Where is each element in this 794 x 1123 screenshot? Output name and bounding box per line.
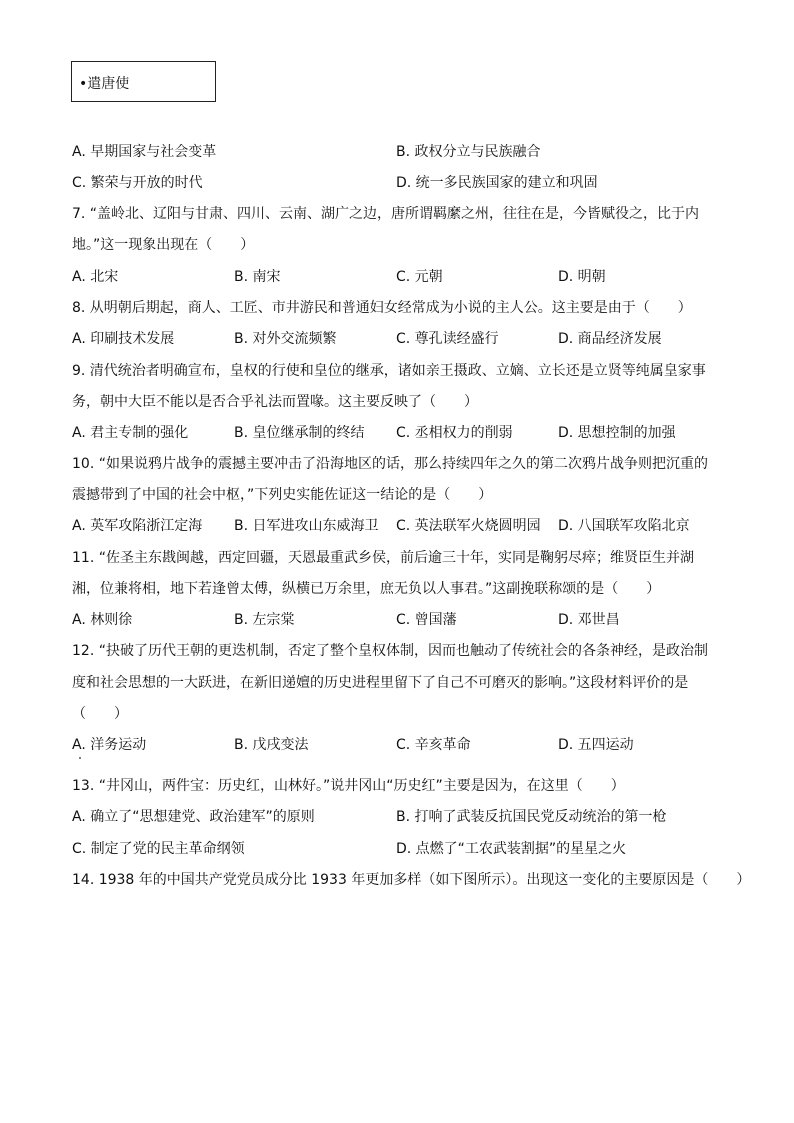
- q8-option-d: D. 商品经济发展: [558, 331, 662, 347]
- q13-option-a: A. 确立了“思想建党、政治建军”的原则: [72, 809, 315, 825]
- q13-option-c: C. 制定了党的民主革命纲领: [72, 841, 245, 857]
- q9-option-c: C. 丞相权力的削弱: [396, 425, 513, 441]
- q6-option-c: C. 繁荣与开放的时代: [72, 175, 203, 191]
- q10-option-a: A. 英军攻陷浙江定海: [72, 518, 203, 534]
- q10-option-d: D. 八国联军攻陷北京: [558, 518, 690, 534]
- q10-stem-line-2: 震撼带到了中国的社会中枢，”下列史实能佐证这一结论的是（ ）: [72, 487, 493, 503]
- q7-option-b: B. 南宋: [234, 269, 281, 285]
- q12-stem-line-2: 度和社会思想的一大跃进，在新旧递嬗的历史进程里留下了自己不可磨灭的影响。”这段材料评价的是: [72, 675, 689, 691]
- q10-option-b: B. 日军进攻山东威海卫: [234, 518, 379, 534]
- q9-option-d: D. 思想控制的加强: [558, 425, 676, 441]
- q8-option-c: C. 尊孔读经盛行: [396, 331, 499, 347]
- q8-option-a: A. 印刷技术发展: [72, 331, 175, 347]
- q11-stem-line-1: 11. “佐圣主东戡闽越，西定回疆，天恩最重武乡侯，前后逾三十年，实同是鞠躬尽瘁；维贤臣生并湖: [72, 550, 694, 566]
- q6-option-a: A. 早期国家与社会变革: [72, 144, 217, 160]
- q7-option-a: A. 北宋: [72, 269, 119, 285]
- q9-option-b: B. 皇位继承制的终结: [234, 425, 365, 441]
- q14-stem-line-1: 14. 1938 年的中国共产党党员成分比 1933 年更加多样（如下图所示）。出现这一变化的主要原因是（ ）: [72, 872, 751, 888]
- q9-stem-line-1: 9. 清代统治者明确宣布，皇权的行使和皇位的继承，诸如亲王摄政、立嫡、立长还是立贤等纯属皇家事: [72, 363, 706, 379]
- q12-stem-line-1: 12. “抉破了历代王朝的更迭机制，否定了整个皇权体制，因而也触动了传统社会的各条神经，是政治制: [72, 643, 708, 659]
- q11-option-b: B. 左宗棠: [234, 612, 295, 628]
- q13-option-d: D. 点燃了“工农武装割据”的星星之火: [396, 841, 627, 857]
- q12-stem-line-3: （ ）: [72, 706, 128, 722]
- q13-stem-line-1: 13. “井冈山，两件宝：历史红，山林好。”说井冈山“历史红”主要是因为，在这里（ ）: [72, 778, 625, 794]
- q7-stem-line-1: 7. “盖岭北、辽阳与甘肃、四川、云南、湖广之边，唐所谓羁縻之州，往往在是，今皆赋役之，比于内: [72, 206, 700, 222]
- term-box-label: •遣唐使: [79, 76, 130, 92]
- q13-option-b: B. 打响了武装反抗国民党反动统治的第一枪: [396, 809, 667, 825]
- q11-option-a: A. 林则徐: [72, 612, 133, 628]
- q6-option-d: D. 统一多民族国家的建立和巩固: [396, 175, 598, 191]
- term-box: [71, 61, 216, 102]
- q8-stem-line-1: 8. 从明朝后期起，商人、工匠、市井游民和普通妇女经常成为小说的主人公。这主要是由于（ ）: [72, 300, 692, 316]
- q6-option-b: B. 政权分立与民族融合: [396, 144, 541, 160]
- q12-option-d: D. 五四运动: [558, 737, 634, 753]
- q7-option-c: C. 元朝: [396, 269, 443, 285]
- q12-option-b: B. 戊戌变法: [234, 737, 309, 753]
- q10-option-c: C. 英法联军火烧圆明园: [396, 518, 541, 534]
- q9-stem-line-2: 务，朝中大臣不能以是否合乎礼法而置喙。这主要反映了（ ）: [72, 394, 478, 410]
- q7-option-d: D. 明朝: [558, 269, 606, 285]
- q9-option-a: A. 君主专制的强化: [72, 425, 189, 441]
- q10-stem-line-1: 10. “如果说鸦片战争的震撼主要冲击了沿海地区的话，那么持续四年之久的第二次鸦片战争则把沉重的: [72, 456, 708, 472]
- q8-option-b: B. 对外交流频繁: [234, 331, 337, 347]
- q11-option-c: C. 曾国藩: [396, 612, 457, 628]
- q11-stem-line-2: 湘，位兼将相，地下若逢曾太傅，纵横已万余里，庶无负以人事君。”这副挽联称颂的是（ ）: [72, 581, 661, 597]
- stray-dot: [79, 757, 81, 759]
- q11-option-d: D. 邓世昌: [558, 612, 620, 628]
- q12-option-a: A. 洋务运动: [72, 737, 147, 753]
- q7-stem-line-2: 地。”这一现象出现在（ ）: [72, 237, 255, 253]
- q12-option-c: C. 辛亥革命: [396, 737, 471, 753]
